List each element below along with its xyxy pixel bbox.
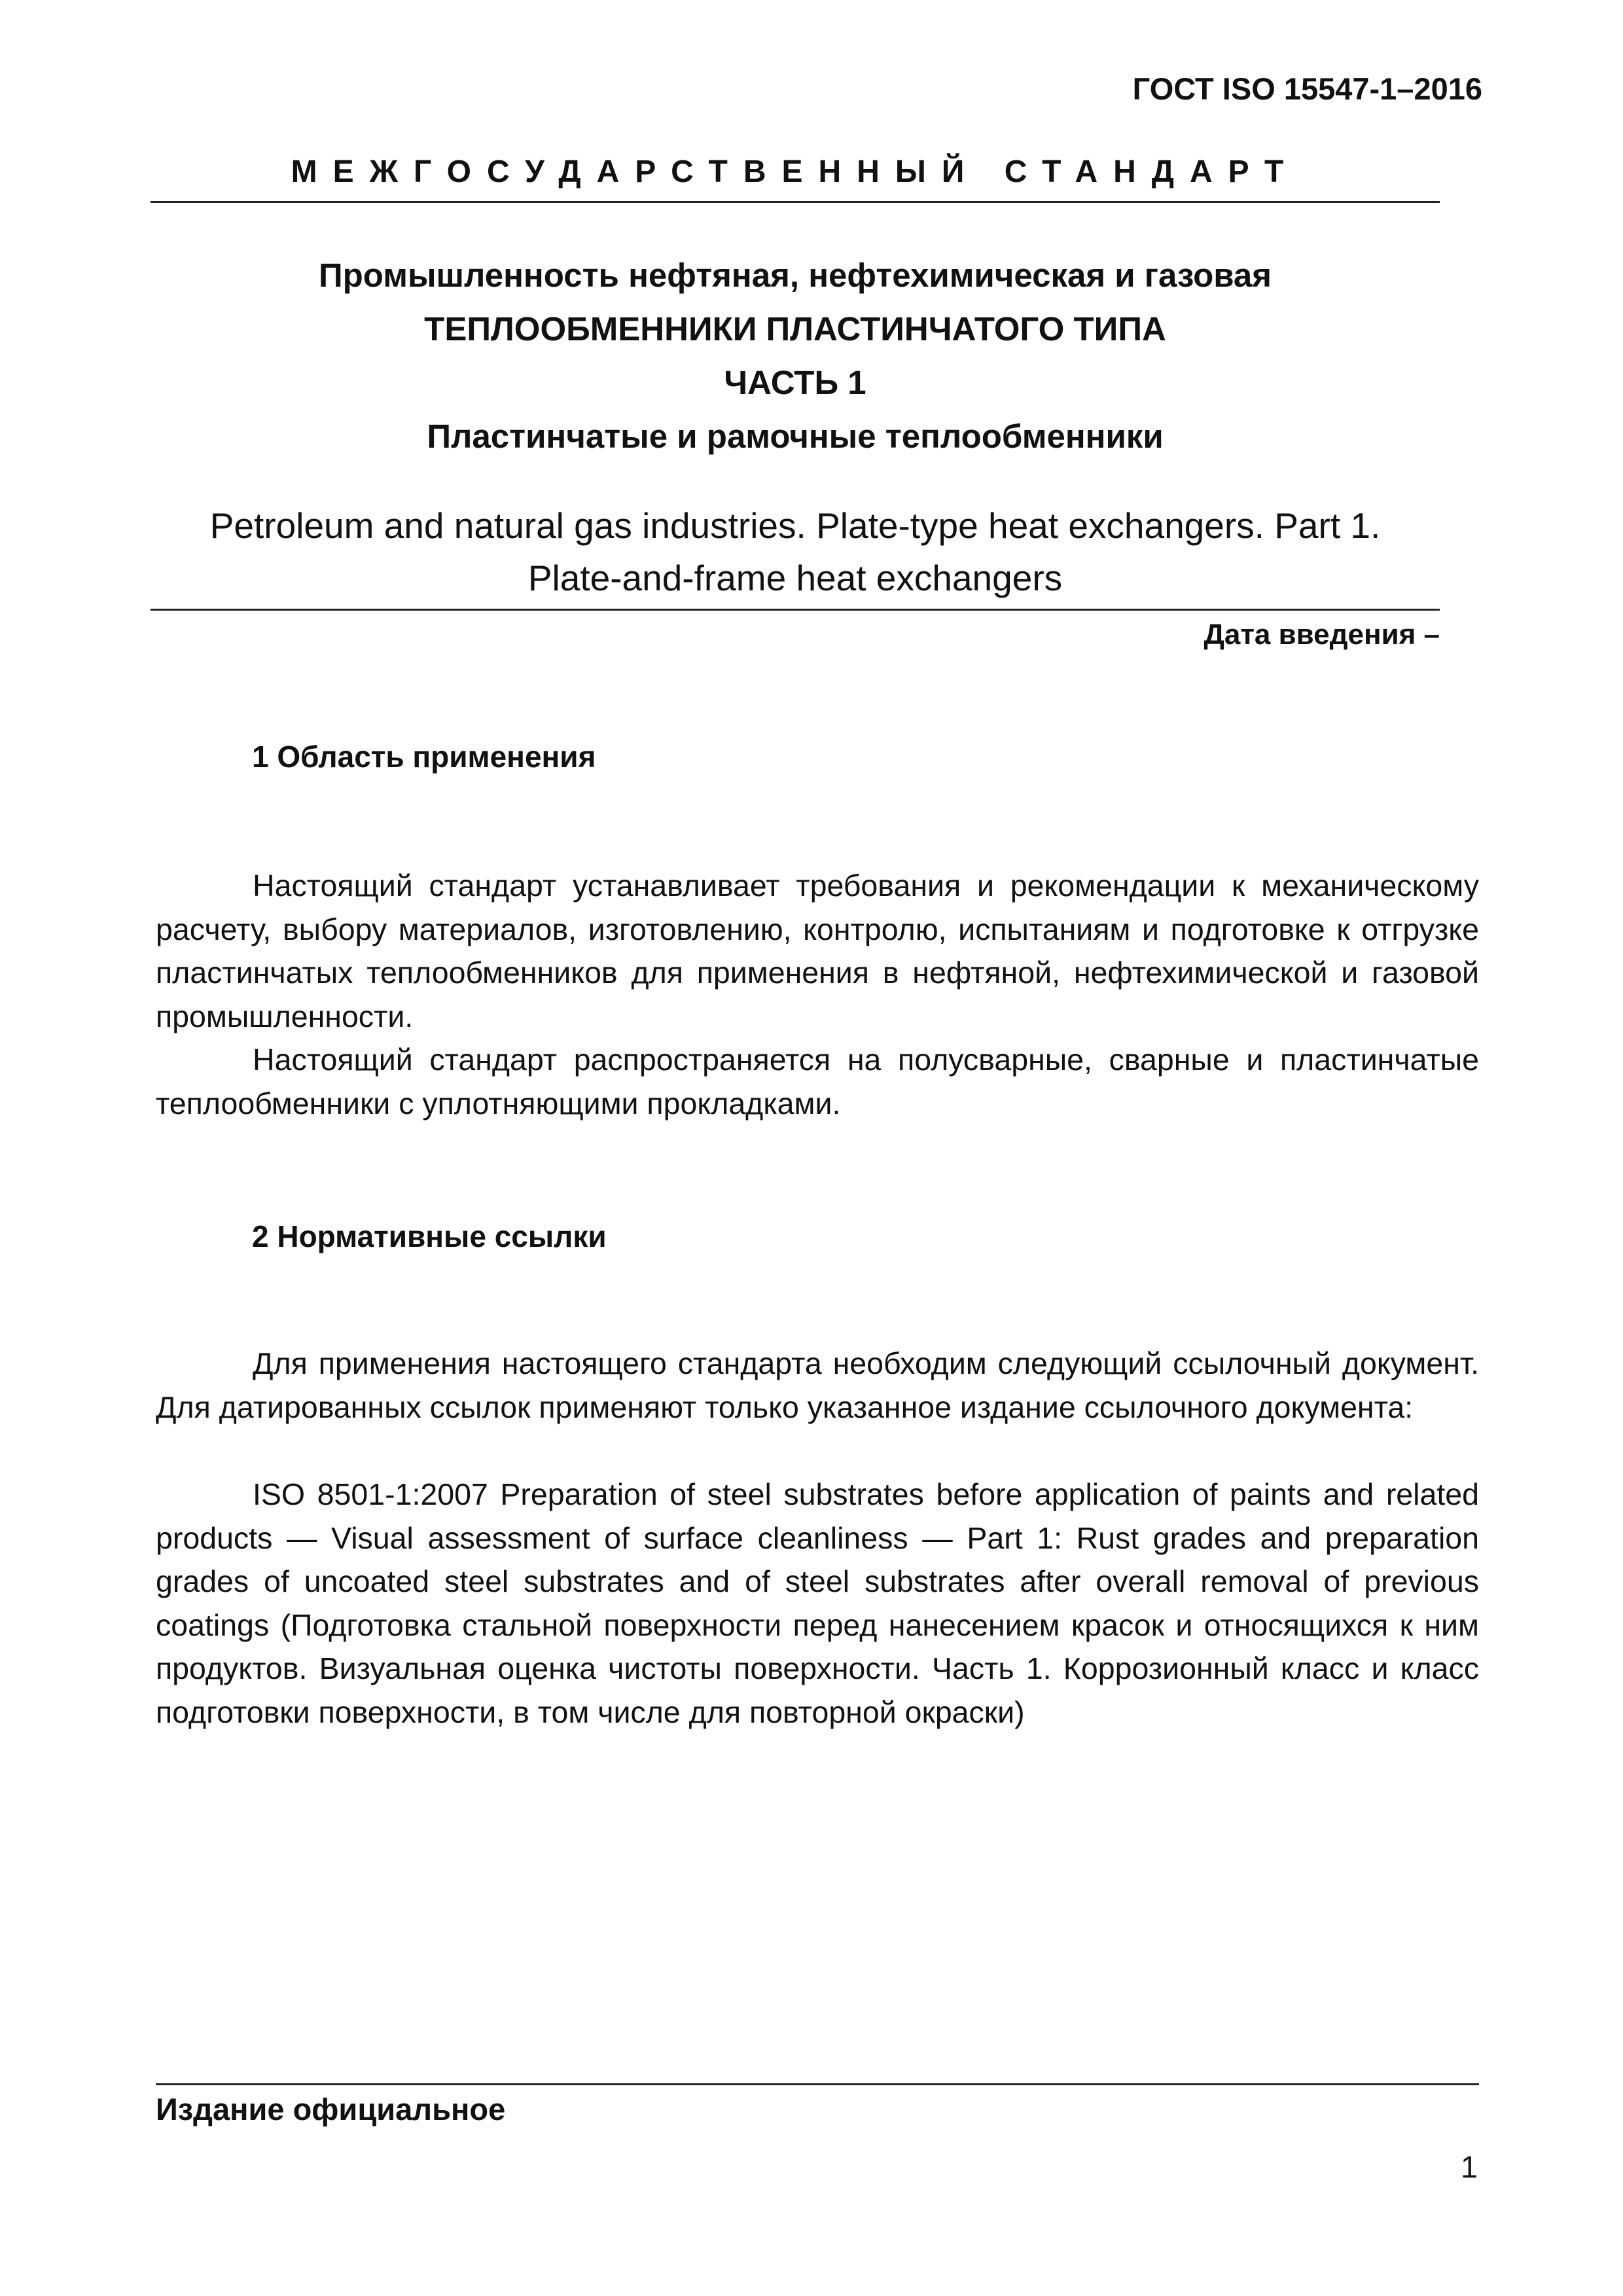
standard-type-heading: МЕЖГОСУДАРСТВЕННЫЙ СТАНДАРТ xyxy=(291,154,1300,189)
references-paragraph-1: Для применения настоящего стандарта необходим следующий ссылочный документ. Для датированных ссылок применяют только указанное издание ссылочного документа: xyxy=(156,1346,1479,1424)
official-edition-label: Издание официальное xyxy=(156,2092,506,2126)
title-line-1: Промышленность нефтяная, нефтехимическая и газовая xyxy=(318,257,1272,294)
title-line-2: ТЕПЛООБМЕННИКИ ПЛАСТИНЧАТОГО ТИПА xyxy=(424,310,1166,348)
english-title-block xyxy=(118,499,1472,604)
document-code: ГОСТ ISO 15547-1–2016 xyxy=(1132,71,1482,106)
date-of-introduction: Дата введения – xyxy=(1204,619,1440,651)
footer-divider xyxy=(156,2083,1479,2085)
russian-title-block xyxy=(151,249,1440,463)
header-divider xyxy=(151,201,1440,203)
title-line-4: Пластинчатые и рамочные теплообменники xyxy=(427,418,1164,455)
page-number: 1 xyxy=(1460,2149,1478,2184)
section-heading-normative-references: 2 Нормативные ссылки xyxy=(252,1219,607,1253)
references-paragraph-2: ISO 8501-1:2007 Preparation of steel substrates before application of paints and related products — Visual assessment of surface cleanliness — Part 1: Rust grades and preparation grades of uncoated steel substrates and of steel substrates after overall removal of previous coatings (Подготовка стальной поверхности перед нанесением красок и относящихся к ним продуктов. Визуальная оценка чистоты поверхности. Часть 1. Коррозионный класс и класс подготовки поверхности, в том числе для повторной окраски) xyxy=(156,1477,1479,1729)
scope-paragraph-1: Настоящий стандарт устанавливает требования и рекомендации к механическому расчету, выбору материалов, изготовлению, контролю, испытаниям и подготовке к отгрузке пластинчатых теплообменников для применения в нефтяной, нефтехимической и газовой промышленности. xyxy=(156,869,1479,1033)
scope-paragraph-2: Настоящий стандарт распространяется на полусварные, сварные и пластинчатые теплообменники с уплотняющими прокладками. xyxy=(156,1043,1479,1121)
title-line-3: ЧАСТЬ 1 xyxy=(724,364,866,401)
title-divider xyxy=(151,609,1440,611)
english-title-line-1: Petroleum and natural gas industries. Plate-type heat exchangers. Part 1. xyxy=(209,505,1381,546)
section-heading-scope: 1 Область применения xyxy=(252,740,596,774)
english-title-line-2: Plate-and-frame heat exchangers xyxy=(527,558,1063,598)
